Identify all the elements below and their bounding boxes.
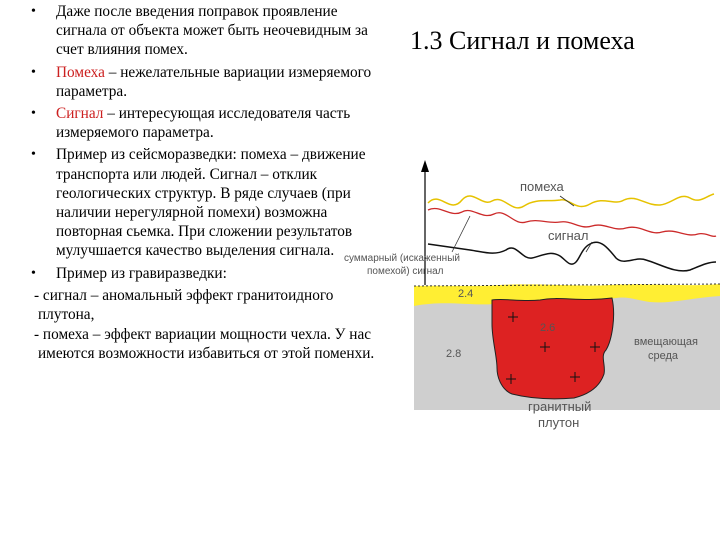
sub-item-noise: - помеха – эффект вариации мощности чехла. У нас имеются возможности избавиться от этой поменхи. <box>34 326 375 363</box>
pluton-label-line2: плутон <box>538 415 580 430</box>
bullet-icon: • <box>31 147 36 163</box>
bullet-text: Пример из гравиразведки: <box>56 264 227 282</box>
sum-label-line2: помехой) сигнал <box>367 266 444 277</box>
signal-curve <box>428 242 716 271</box>
bullet-text: – интересующая исследователя часть измеряемого параметра. <box>56 105 351 142</box>
sum-label-line1: суммарный (искаженный <box>344 253 460 264</box>
pluton-label-line1: гранитный <box>528 399 592 414</box>
noise-label: помеха <box>520 179 564 194</box>
sub-item-signal: - сигнал – аномальный эффект гранитоидного плутона, <box>34 286 334 324</box>
host-label-line2: среда <box>648 350 679 362</box>
bullet-text: – нежелательные вариации измеряемого параметра. <box>56 63 372 100</box>
bullet-text: Пример из сейсморазведки: помеха – движение транспорта или людей. Сигнал – отклик геологических структур. В ряде случаев (при наличии нерегулярной помехи) возможна повторная сьемка. При сложении результатов мулучшается качество выделения сигнала. <box>56 146 366 260</box>
term-signal: Сигнал <box>56 105 104 123</box>
density-pluton: 2.6 <box>540 322 556 334</box>
slide-title: 1.3 Сигнал и помеха <box>410 26 635 55</box>
signal-label: сигнал <box>548 228 589 243</box>
pointer-lines <box>452 196 592 252</box>
bullet-icon: • <box>31 64 36 80</box>
bullet-icon: • <box>31 106 36 122</box>
noise-curve <box>428 194 714 208</box>
density-cover: 2.4 <box>458 288 474 300</box>
bullet-icon: • <box>31 265 36 281</box>
density-host: 2.8 <box>446 348 462 360</box>
host-label-line1: вмещающая <box>634 336 698 348</box>
axis-arrow-icon <box>421 160 429 172</box>
bullet-text: Даже после введения поправок проявление сигнала от объекта может быть неочевидным за счет влияния помех. <box>56 3 368 59</box>
term-noise: Помеха <box>56 63 105 81</box>
bullet-icon: • <box>31 4 36 19</box>
